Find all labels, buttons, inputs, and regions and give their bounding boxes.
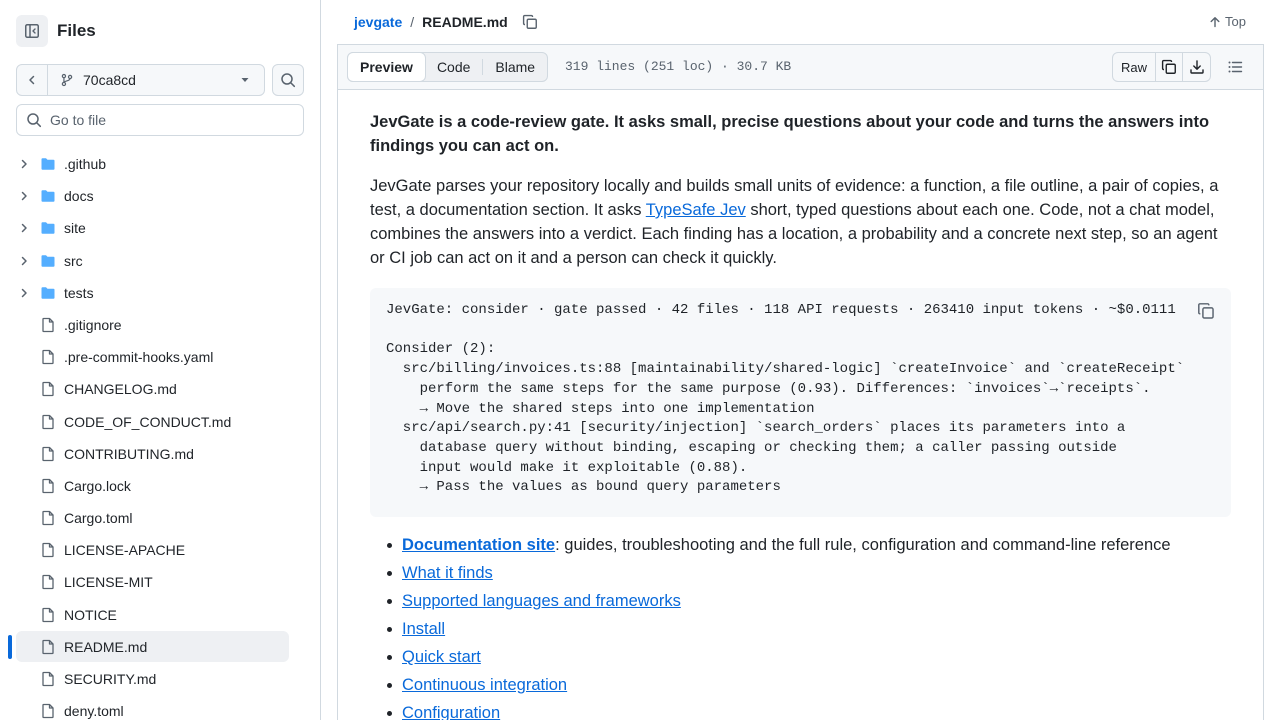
branch-selector[interactable] bbox=[16, 64, 265, 96]
go-to-file-field[interactable] bbox=[16, 104, 304, 136]
folder-icon bbox=[40, 285, 56, 301]
readme-section-link[interactable]: Install bbox=[402, 620, 446, 638]
tree-file-item[interactable] bbox=[0, 599, 320, 631]
readme-section-link[interactable]: Quick start bbox=[402, 648, 481, 666]
readme-section-link[interactable]: Configuration bbox=[402, 704, 501, 720]
tree-file-item[interactable] bbox=[0, 309, 320, 341]
tree-file-item[interactable] bbox=[0, 534, 320, 566]
file-icon bbox=[40, 639, 56, 655]
readme-list-item bbox=[370, 587, 1231, 615]
tree-item-label: .gitignore bbox=[64, 316, 122, 333]
back-to-top-button[interactable] bbox=[1209, 14, 1246, 29]
list-unordered-icon bbox=[1227, 59, 1243, 75]
tree-item-label: docs bbox=[64, 188, 94, 205]
breadcrumb bbox=[354, 14, 538, 30]
tree-folder-item[interactable] bbox=[0, 180, 320, 212]
breadcrumb-file: README.md bbox=[422, 14, 508, 30]
file-info: 319 lines (251 loc) · 30.7 KB bbox=[565, 59, 792, 74]
file-icon bbox=[40, 671, 56, 687]
readme-list-item bbox=[370, 643, 1231, 671]
file-icon bbox=[40, 703, 56, 719]
copy-icon bbox=[522, 14, 538, 30]
tree-folder-item[interactable] bbox=[0, 245, 320, 277]
file-icon bbox=[40, 414, 56, 430]
file-actions bbox=[1112, 52, 1246, 82]
caret-down-icon bbox=[240, 75, 250, 85]
download-button[interactable] bbox=[1183, 53, 1210, 81]
tree-item-label: .pre-commit-hooks.yaml bbox=[64, 349, 214, 366]
tree-item-label: tests bbox=[64, 284, 94, 301]
branch-back-button[interactable] bbox=[17, 65, 48, 95]
tree-file-item[interactable] bbox=[0, 566, 320, 598]
file-icon bbox=[40, 510, 56, 526]
readme-list-item bbox=[370, 615, 1231, 643]
folder-icon bbox=[40, 156, 56, 172]
branch-name: 70ca8cd bbox=[83, 72, 136, 88]
file-icon bbox=[40, 317, 56, 333]
readme-list-item bbox=[370, 699, 1231, 720]
tree-folder-item[interactable] bbox=[0, 148, 320, 180]
file-icon bbox=[40, 542, 56, 558]
readme-list-item bbox=[370, 531, 1231, 559]
copy-raw-button[interactable] bbox=[1156, 53, 1183, 81]
tree-item-label: CODE_OF_CONDUCT.md bbox=[64, 413, 232, 430]
tree-file-item[interactable] bbox=[0, 695, 320, 720]
file-icon bbox=[40, 349, 56, 365]
tree-item-label: src bbox=[64, 252, 83, 269]
tree-file-item[interactable] bbox=[0, 438, 320, 470]
tree-file-item[interactable] bbox=[0, 341, 320, 373]
sidebar-header bbox=[16, 15, 96, 47]
tree-folder-item[interactable] bbox=[0, 212, 320, 244]
chevron-right-icon[interactable] bbox=[18, 222, 30, 234]
tree-file-item[interactable] bbox=[0, 502, 320, 534]
search-button[interactable] bbox=[272, 64, 304, 96]
file-header bbox=[337, 0, 1264, 45]
intro-text-end: short, typed questions about each one. Code, not a chat model, combines the answers into a verdict. Each finding has a location, a probability and a concrete next step, so an agent or CI job can act on it and a person can check it quickly. bbox=[370, 201, 1218, 267]
search-icon bbox=[26, 112, 42, 128]
chevron-right-icon[interactable] bbox=[18, 158, 30, 170]
breadcrumb-separator: / bbox=[410, 14, 415, 30]
tree-item-label: README.md bbox=[64, 638, 148, 655]
git-branch-icon bbox=[60, 73, 74, 87]
code-block bbox=[370, 288, 1231, 517]
readme-section-link[interactable]: Documentation site bbox=[402, 536, 556, 554]
chevron-right-icon[interactable] bbox=[18, 190, 30, 202]
readme-link-list bbox=[370, 531, 1231, 720]
copy-icon bbox=[1197, 302, 1215, 320]
file-tree bbox=[0, 148, 320, 720]
outline-button[interactable] bbox=[1224, 53, 1246, 81]
readme-content bbox=[337, 90, 1264, 720]
readme-intro bbox=[370, 174, 1231, 270]
chevron-right-icon[interactable] bbox=[18, 255, 30, 267]
branch-row bbox=[16, 64, 304, 96]
tree-file-item[interactable] bbox=[0, 470, 320, 502]
chevron-left-icon bbox=[26, 74, 38, 86]
sidebar-collapse-button[interactable] bbox=[16, 15, 48, 47]
copy-code-button[interactable] bbox=[1197, 302, 1215, 325]
file-icon bbox=[40, 446, 56, 462]
tree-file-item[interactable] bbox=[0, 663, 320, 695]
tree-item-label: site bbox=[64, 220, 86, 237]
copy-icon bbox=[1161, 59, 1177, 75]
view-mode-tabs bbox=[347, 52, 548, 82]
file-tree-sidebar bbox=[0, 0, 321, 720]
tab-code[interactable]: Code bbox=[436, 59, 471, 75]
sidebar-title: Files bbox=[57, 21, 96, 40]
folder-icon bbox=[40, 220, 56, 236]
file-toolbar bbox=[337, 45, 1264, 90]
copy-path-button[interactable] bbox=[522, 14, 538, 30]
raw-button[interactable]: Raw bbox=[1113, 53, 1156, 81]
tree-item-label: deny.toml bbox=[64, 703, 124, 720]
tree-file-item[interactable] bbox=[0, 373, 320, 405]
back-to-top-label: Top bbox=[1225, 14, 1246, 29]
file-action-group bbox=[1112, 52, 1211, 82]
tree-file-item[interactable] bbox=[0, 406, 320, 438]
tab-blame[interactable]: Blame bbox=[495, 59, 536, 75]
readme-list-item bbox=[370, 559, 1231, 587]
selection-highlight bbox=[16, 631, 289, 662]
readme-list-item bbox=[370, 671, 1231, 699]
readme-link-description: : guides, troubleshooting and the full rule, configuration and command-line reference bbox=[555, 536, 1171, 554]
tree-item-label: CONTRIBUTING.md bbox=[64, 445, 194, 462]
tree-item-label: .github bbox=[64, 156, 107, 172]
chevron-right-icon[interactable] bbox=[18, 287, 30, 299]
sidebar-collapse-icon bbox=[24, 23, 40, 39]
branch-dropdown[interactable] bbox=[48, 65, 264, 95]
folder-icon bbox=[40, 253, 56, 269]
readme-section-link[interactable]: What it finds bbox=[402, 564, 493, 582]
tree-item-label: NOTICE bbox=[64, 606, 117, 623]
tree-item-label: LICENSE-MIT bbox=[64, 574, 153, 591]
file-icon bbox=[40, 381, 56, 397]
folder-icon bbox=[40, 188, 56, 204]
file-icon bbox=[40, 607, 56, 623]
typesafe-jev-link[interactable]: TypeSafe Jev bbox=[645, 201, 746, 219]
tree-item-label: LICENSE-APACHE bbox=[64, 542, 186, 559]
search-icon bbox=[280, 72, 296, 88]
tab-preview[interactable]: Preview bbox=[347, 52, 426, 82]
readme-lead: JevGate is a code-review gate. It asks small, precise questions about your code and turns the answers into findings you can act on. bbox=[370, 113, 1210, 155]
tree-item-label: Cargo.toml bbox=[64, 510, 133, 527]
breadcrumb-repo-link[interactable]: jevgate bbox=[354, 14, 403, 30]
tree-file-item[interactable] bbox=[0, 631, 320, 663]
file-icon bbox=[40, 478, 56, 494]
selection-indicator bbox=[8, 635, 12, 659]
code-sample: JevGate: consider · gate passed · 42 files · 118 API requests · 263410 input tokens · ~$0.0111 Consider (2): src/billing/invoices.ts:88 [maintainability/shared-logic] `createInvoice` and `createReceipt` perform the same steps for the same purpose (0.93). Differences: `invoices`→`receipts`. → Move the shared steps into one implementation src/api/search.py:41 [security/injection] `search_orders` places its parameters into a database query without binding, escaping or checking them; a caller passing outside input would make it exploitable (0.88). → Pass the values as bound query parameters bbox=[386, 302, 1185, 496]
tree-item-label: CHANGELOG.md bbox=[64, 381, 177, 398]
file-icon bbox=[40, 574, 56, 590]
readme-section-link[interactable]: Continuous integration bbox=[402, 676, 568, 694]
intro-text-start: JevGate parses your repository locally and builds small units of evidence: a function, a file outline, a pair of copies, a test, a documentation section. It asks bbox=[370, 177, 1219, 219]
arrow-up-icon bbox=[1209, 16, 1221, 28]
tree-item-label: Cargo.lock bbox=[64, 477, 131, 494]
readme-section-link[interactable]: Supported languages and frameworks bbox=[402, 592, 681, 610]
tree-folder-item[interactable] bbox=[0, 277, 320, 309]
go-to-file-input[interactable] bbox=[50, 112, 280, 128]
download-icon bbox=[1189, 59, 1205, 75]
tree-item-label: SECURITY.md bbox=[64, 671, 157, 687]
